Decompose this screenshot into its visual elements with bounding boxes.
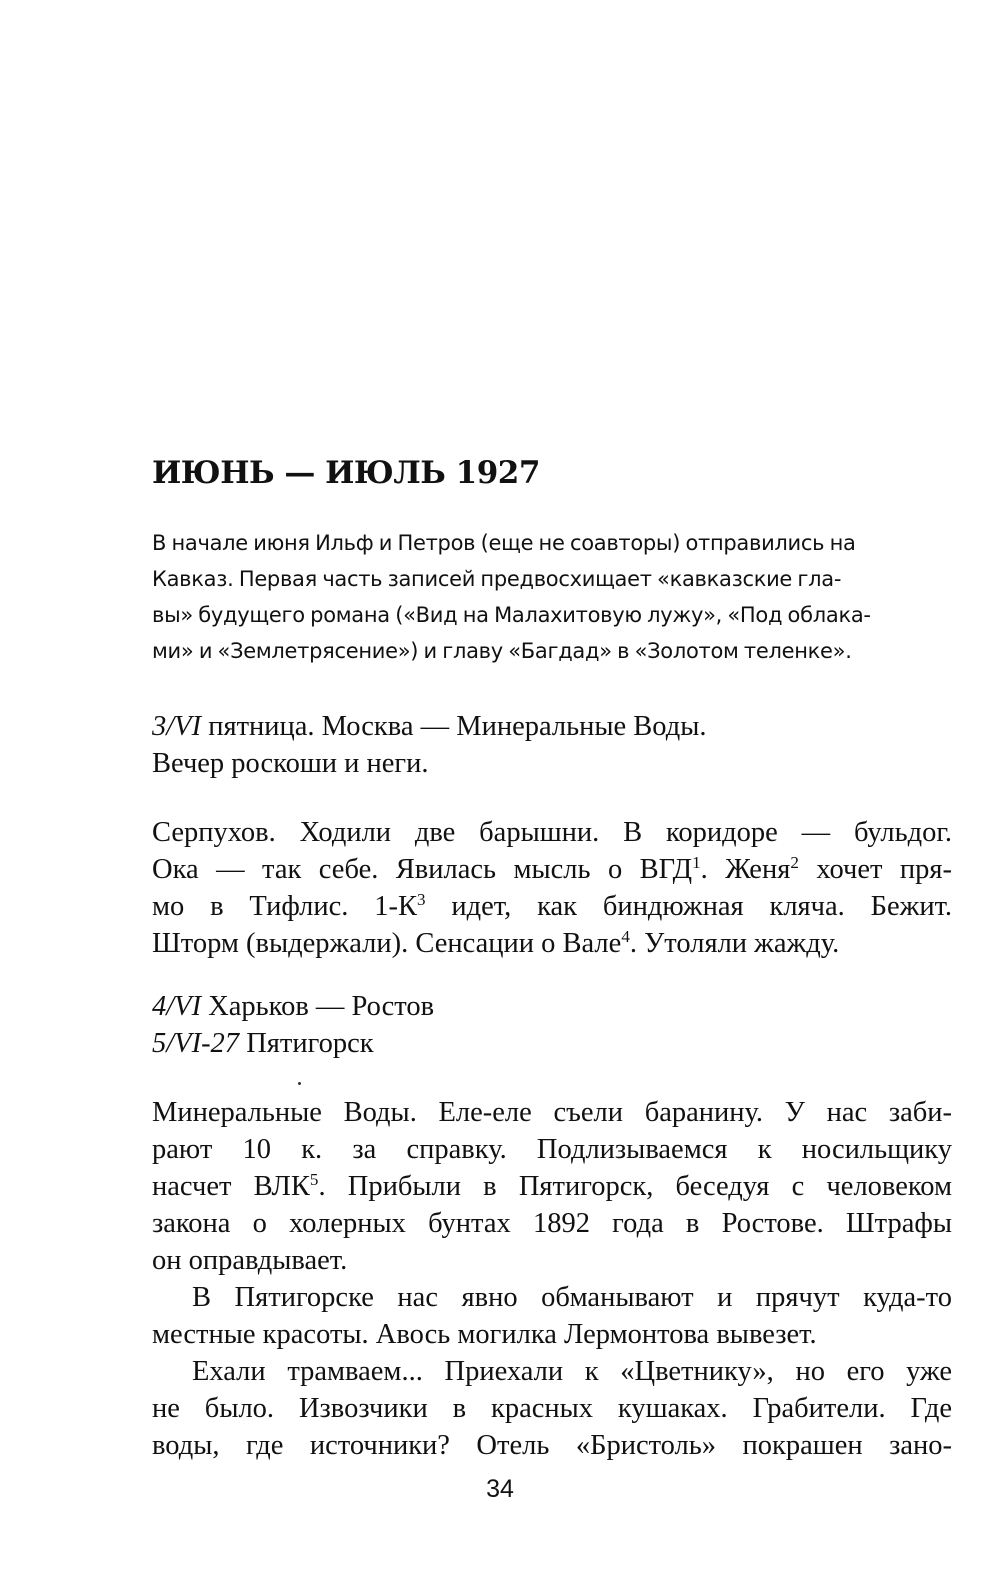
paragraph-pyatigorsk	[152, 1279, 952, 1353]
chapter-intro	[152, 525, 952, 669]
text-line	[152, 1168, 952, 1205]
entry-heading-text: пятница. Москва — Минеральные Воды.	[201, 711, 707, 742]
text-line	[152, 925, 952, 962]
text-span: мо в Тифлис. 1-К	[152, 891, 417, 922]
text-span: идет, как биндюжная кляча. Бежит.	[425, 891, 953, 922]
entry-date: 5/VI-27	[152, 1028, 240, 1059]
text-span: Ока — так себе. Явилась мысль о ВГД	[152, 854, 693, 885]
footnote-ref: 1	[692, 852, 701, 872]
text-span: . Женя	[700, 854, 791, 885]
text-line: В Пятигорске нас явно обманывают и прячут куда-то	[192, 1282, 952, 1313]
intro-line: вы» будущего романа («Вид на Малахитовую лужу», «Под облака-	[152, 603, 871, 627]
text-line: воды, где источники? Отель «Бристоль» покрашен зано-	[152, 1430, 952, 1461]
text-span: . Утоляли жажду.	[629, 928, 840, 959]
paragraph-tram	[152, 1353, 952, 1464]
entry-heading	[152, 988, 952, 1025]
text-line: Минеральные Воды. Еле-еле съели баранину. У нас заби-	[152, 1097, 952, 1128]
text-line: рают 10 к. за справку. Подлизываемся к носильщику	[152, 1134, 952, 1165]
text-line: закона о холерных бунтах 1892 года в Ростове. Штрафы	[152, 1208, 952, 1239]
footnote-ref: 4	[621, 926, 630, 946]
paragraph-serpukhov	[152, 814, 952, 962]
diary-entry-june-3	[152, 708, 952, 782]
footnote-ref: 2	[790, 852, 799, 872]
text-line: Ехали трамваем... Приехали к «Цветнику», но его уже	[192, 1356, 952, 1387]
print-speck	[298, 1082, 301, 1085]
paragraph-mineralnye-vody	[152, 1094, 952, 1279]
text-line: не было. Извозчики в красных кушаках. Грабители. Где	[152, 1393, 952, 1424]
page-number: 34	[486, 1475, 514, 1503]
footnote-ref: 5	[309, 1169, 319, 1189]
text-line	[152, 888, 952, 925]
text-line: Серпухов. Ходили две барышни. В коридоре — бульдог.	[152, 817, 952, 848]
chapter-title: ИЮНЬ — ИЮЛЬ 1927	[152, 455, 540, 491]
entry-heading	[152, 1025, 952, 1062]
text-span: хочет пря-	[798, 854, 952, 885]
intro-line: ми» и «Землетрясение») и главу «Багдад» в «Золотом теленке».	[152, 639, 852, 663]
text-line: местные красоты. Авось могилка Лермонтова вывезет.	[152, 1319, 817, 1350]
text-line	[152, 851, 952, 888]
entry-date: 4/VI	[152, 991, 202, 1022]
entry-heading-text: Харьков — Ростов	[201, 991, 435, 1022]
footnote-ref: 3	[417, 889, 426, 909]
text-span: Шторм (выдержали). Сенсации о Вале	[152, 928, 622, 959]
entry-date: 3/VI	[152, 711, 202, 742]
text-span: . Прибыли в Пятигорск, беседуя с человеком	[318, 1171, 952, 1202]
entry-heading	[152, 708, 952, 745]
intro-line: В начале июня Ильф и Петров (еще не соавторы) отправились на	[152, 531, 856, 555]
intro-line: Кавказ. Первая часть записей предвосхищает «кавказские гла-	[152, 567, 842, 591]
entry-subheading: Вечер роскоши и неги.	[152, 748, 429, 779]
text-span: насчет ВЛК	[152, 1171, 310, 1202]
text-line: он оправдывает.	[152, 1245, 348, 1276]
diary-entry-june-4-5	[152, 988, 952, 1062]
entry-heading-text: Пятигорск	[239, 1028, 374, 1059]
